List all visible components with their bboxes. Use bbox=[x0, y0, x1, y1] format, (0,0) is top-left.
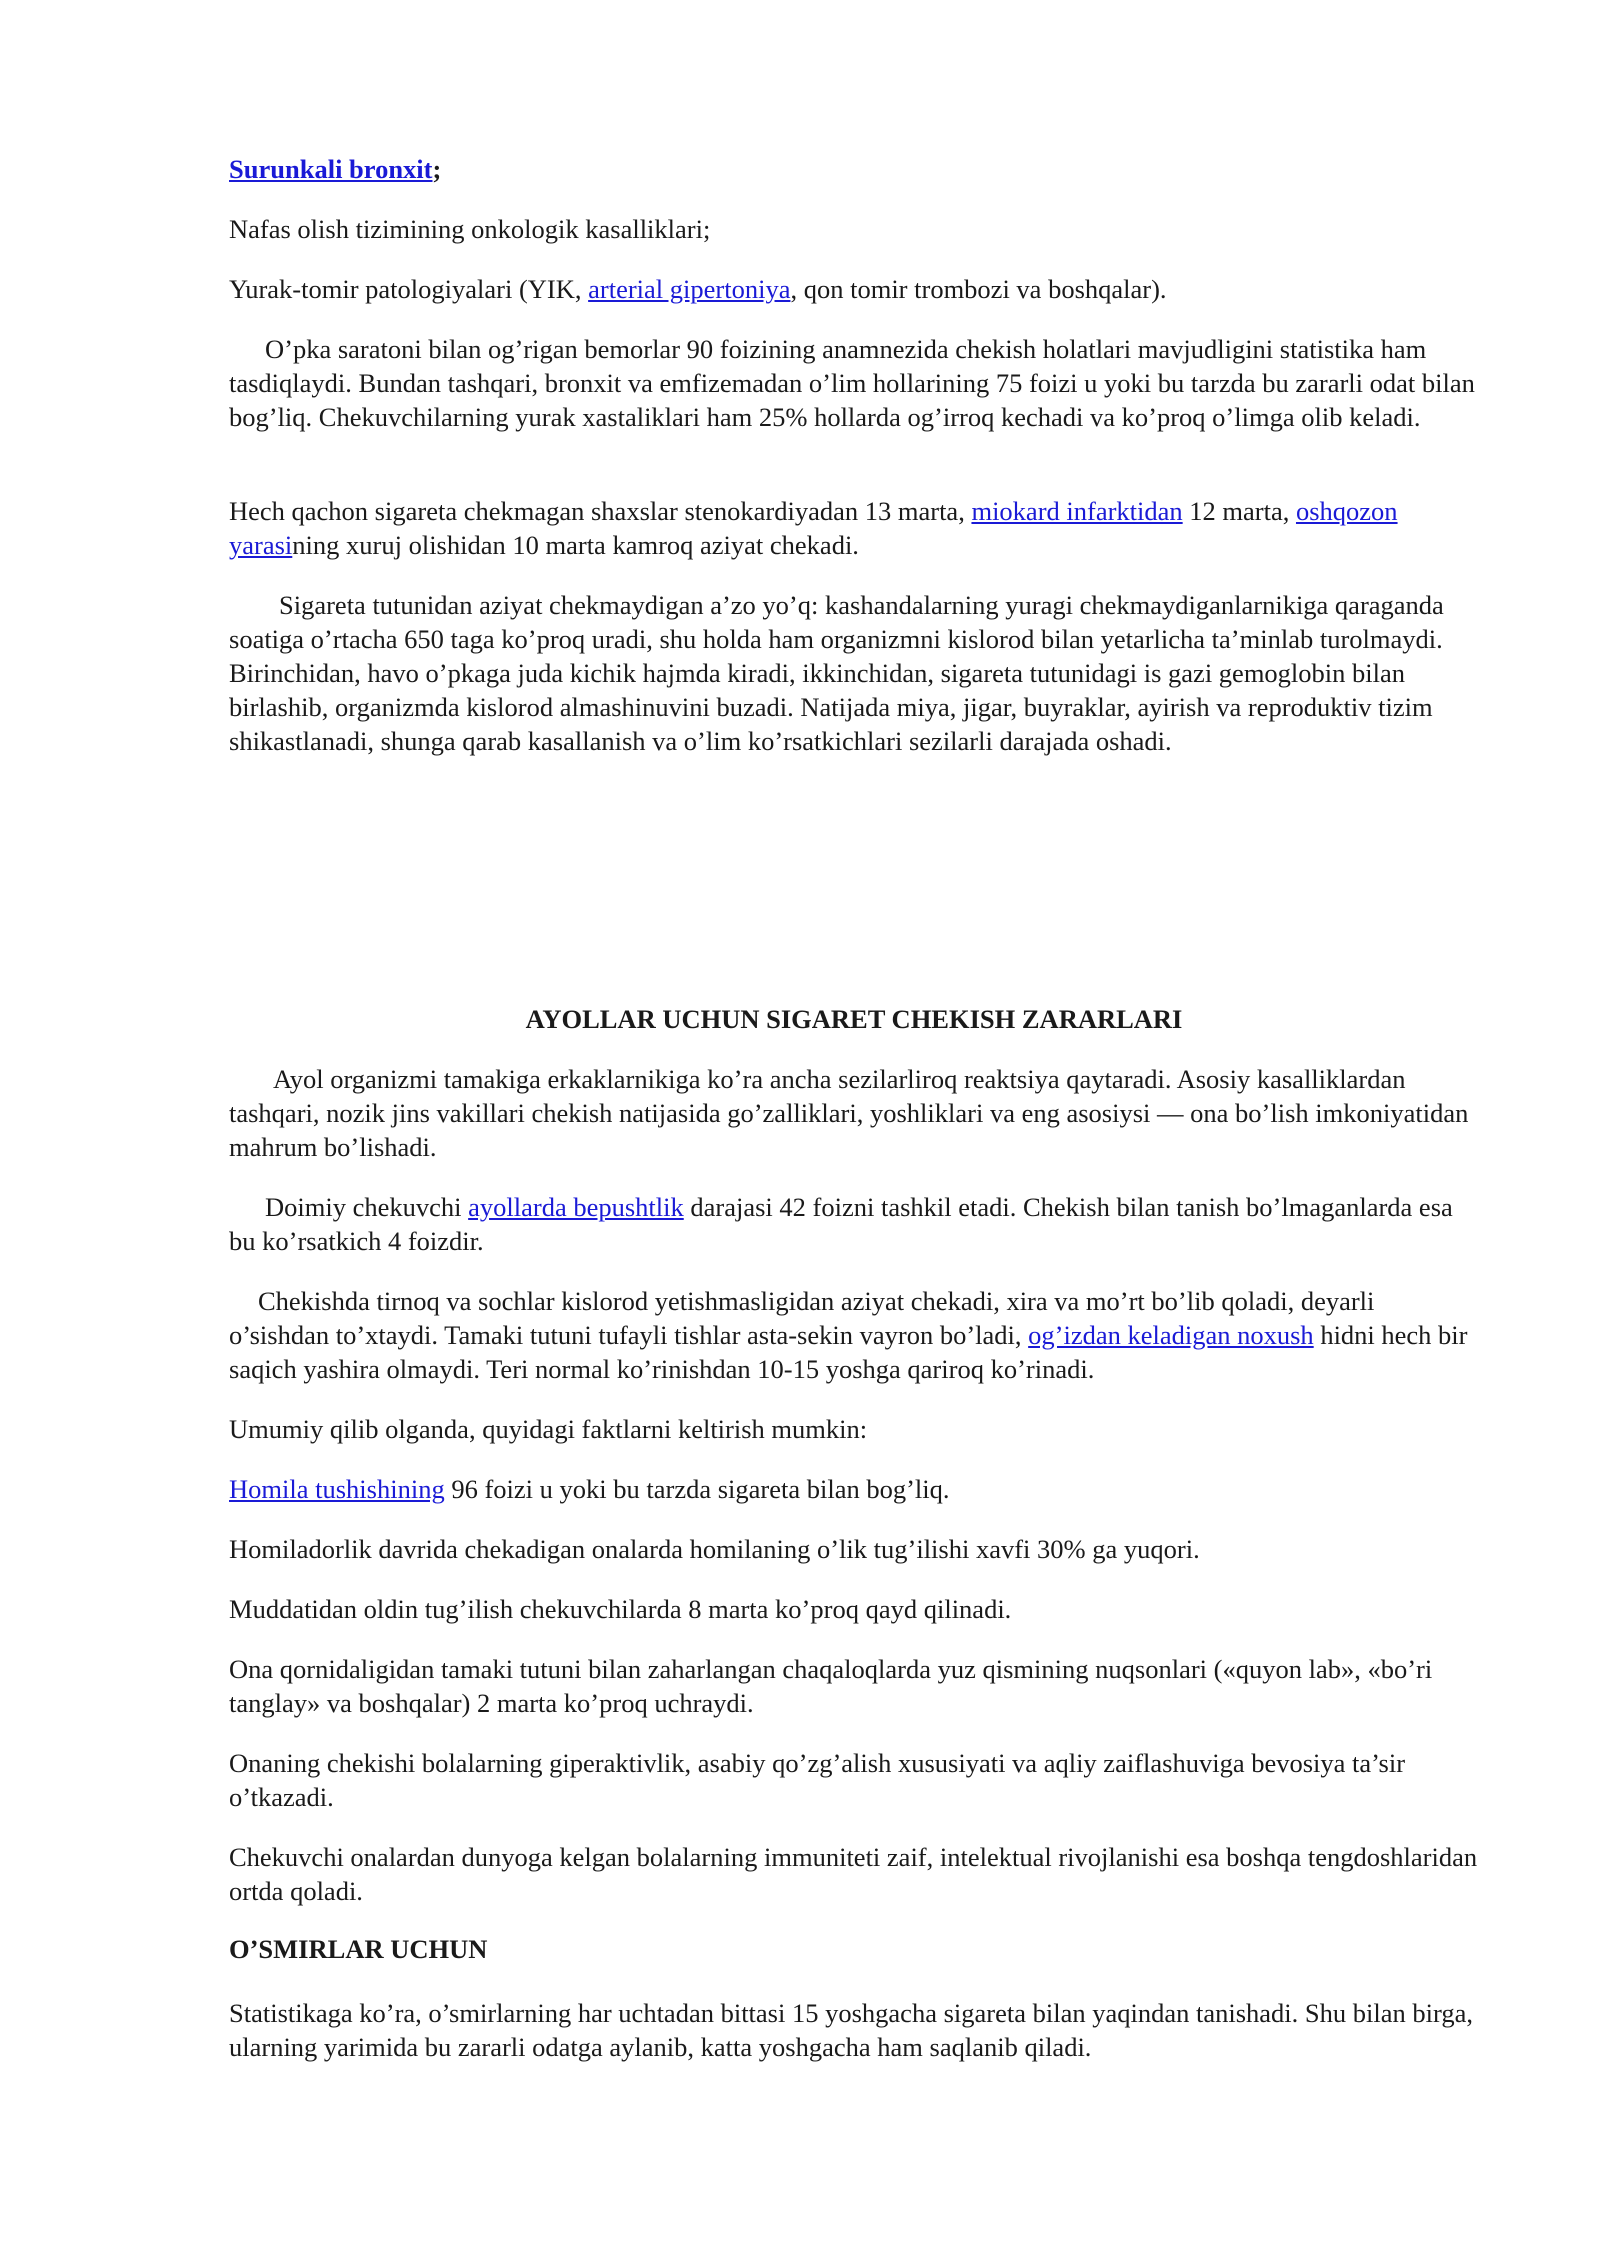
paragraph-nails-hair: Chekishda tirnoq va sochlar kislorod yetishmasligidan aziyat chekadi, xira va mo’rt bo’lib qoladi, deyarli o’sishdan to’xtaydi. Tamaki tutuni tufayli tishlar asta-sekin vayron bo’ladi, og’izdan keladigan noxush hidni hech bir saqich yashira olmaydi. Teri normal ko’rinishdan 10-15 yoshga qariroq ko’rinadi. bbox=[229, 1286, 1468, 1384]
document-page bbox=[229, 0, 1479, 2262]
paragraph-women-reaction: Ayol organizmi tamakiga erkaklarnikiga ko’ra ancha sezilarliroq reaktsiya qaytaradi. Asosiy kasalliklardan tashqari, nozik jins vakillari chekish natijasida go’zalliklari, yoshliklari va eng asosiysi — ona bo’lish imkoniyatidan mahrum bo’lishadi. bbox=[229, 1064, 1469, 1162]
fact-hyperactivity: Onaning chekishi bolalarning giperaktivlik, asabiy qo’zg’alish xususiyati va aqliy zaiflashuviga bevosiya ta’sir o’tkazadi. bbox=[229, 1748, 1406, 1812]
paragraph-lung-cancer-stats: O’pka saratoni bilan og’rigan bemorlar 90 foizining anamnezida chekish holatlari mavjudligini statistika ham tasdiqlaydi. Bundan tashqari, bronxit va emfizemadan o’lim hollarining 75 foizi u yoki bu tarzda bu zararli odat bilan bog’liq. Chekuvchilarning yurak xastaliklari ham 25% hollarda og’irroq kechadi va ko’proq o’limga olib keladi. bbox=[229, 334, 1475, 432]
paragraph-teen-stats: Statistikaga ko’ra, o’smirlarning har uchtadan bittasi 15 yoshgacha sigareta bilan yaqindan tanishadi. Shu bilan birga, ularning yarimida bu zararli odatga aylanib, katta yoshgacha ham saqlanib qiladi. bbox=[229, 1998, 1473, 2062]
link-female-infertility[interactable]: ayollarda bepushtlik bbox=[468, 1192, 684, 1222]
link-arterial-hypertension[interactable]: arterial gipertoniya bbox=[588, 274, 791, 304]
fact-immunity: Chekuvchi onalardan dunyoga kelgan bolalarning immuniteti zaif, intelektual rivojlanishi esa boshqa tengdoshlaridan ortda qoladi. bbox=[229, 1842, 1478, 1906]
link-miscarriage[interactable]: Homila tushishining bbox=[229, 1474, 445, 1504]
heading-teenagers: O’SMIRLAR UCHUN bbox=[229, 1934, 488, 1964]
list-item-cardiovascular: Yurak-tomir patologiyalari (YIK, arterial gipertoniya, qon tomir trombozi va boshqalar). bbox=[229, 274, 1167, 304]
fact-miscarriage: Homila tushishining 96 foizi u yoki bu tarzda sigareta bilan bog’liq. bbox=[229, 1474, 950, 1504]
link-chronic-bronchitis[interactable]: Surunkali bronxit bbox=[229, 154, 433, 184]
paragraph-non-smokers: Hech qachon sigareta chekmagan shaxslar stenokardiyadan 13 marta, miokard infarktidan 12 marta, oshqozon yarasining xuruj olishidan 10 marta kamroq aziyat chekadi. bbox=[229, 496, 1398, 560]
paragraph-smoke-effects: Sigareta tutunidan aziyat chekmaydigan a’zo yo’q: kashandalarning yuragi chekmaydiganlarnikiga qaraganda soatiga o’rtacha 650 taga ko’proq uradi, shu holda ham organizmni kislorod bilan yetarlicha ta’minlab turolmaydi. Birinchidan, havo o’pkaga juda kichik hajmda kiradi, ikkinchidan, sigareta tutunidagi is gazi gemoglobin bilan birlashib, organizmda kislorod almashinuvini buzadi. Natijada miya, jigar, buyraklar, ayirish va reproduktiv tizim shikastlanadi, shunga qarab kasallanish va o’lim ko’rsatkichlari sezilarli darajada oshadi. bbox=[229, 590, 1444, 756]
list-item-oncology: Nafas olish tizimining onkologik kasalliklari; bbox=[229, 214, 711, 244]
fact-premature-birth: Muddatidan oldin tug’ilish chekuvchilarda 8 marta ko’proq qayd qilinadi. bbox=[229, 1594, 1012, 1624]
fact-stillbirth: Homiladorlik davrida chekadigan onalarda homilaning o’lik tug’ilishi xavfi 30% ga yuqori. bbox=[229, 1534, 1200, 1564]
paragraph-infertility: Doimiy chekuvchi ayollarda bepushtlik darajasi 42 foizni tashkil etadi. Chekish bilan tanish bo’lmaganlarda esa bu ko’rsatkich 4 foizdir. bbox=[229, 1192, 1453, 1256]
link-stomach-ulcer[interactable]: oshqozon yarasi bbox=[229, 496, 1398, 560]
paragraph-facts-intro: Umumiy qilib olganda, quyidagi faktlarni keltirish mumkin: bbox=[229, 1414, 868, 1444]
heading-women: AYOLLAR UCHUN SIGARET CHEKISH ZARARLARI bbox=[525, 1004, 1183, 1034]
list-item-bronchitis: Surunkali bronxit; bbox=[229, 154, 442, 184]
link-myocardial-infarction[interactable]: miokard infarktidan bbox=[971, 496, 1183, 526]
link-bad-breath[interactable]: og’izdan keladigan noxush bbox=[1028, 1320, 1314, 1350]
fact-facial-defects: Ona qornidaligidan tamaki tutuni bilan zaharlangan chaqaloqlarda yuz qismining nuqsonlari («quyon lab», «bo’ri tanglay» va boshqalar) 2 marta ko’proq uchraydi. bbox=[229, 1654, 1433, 1718]
